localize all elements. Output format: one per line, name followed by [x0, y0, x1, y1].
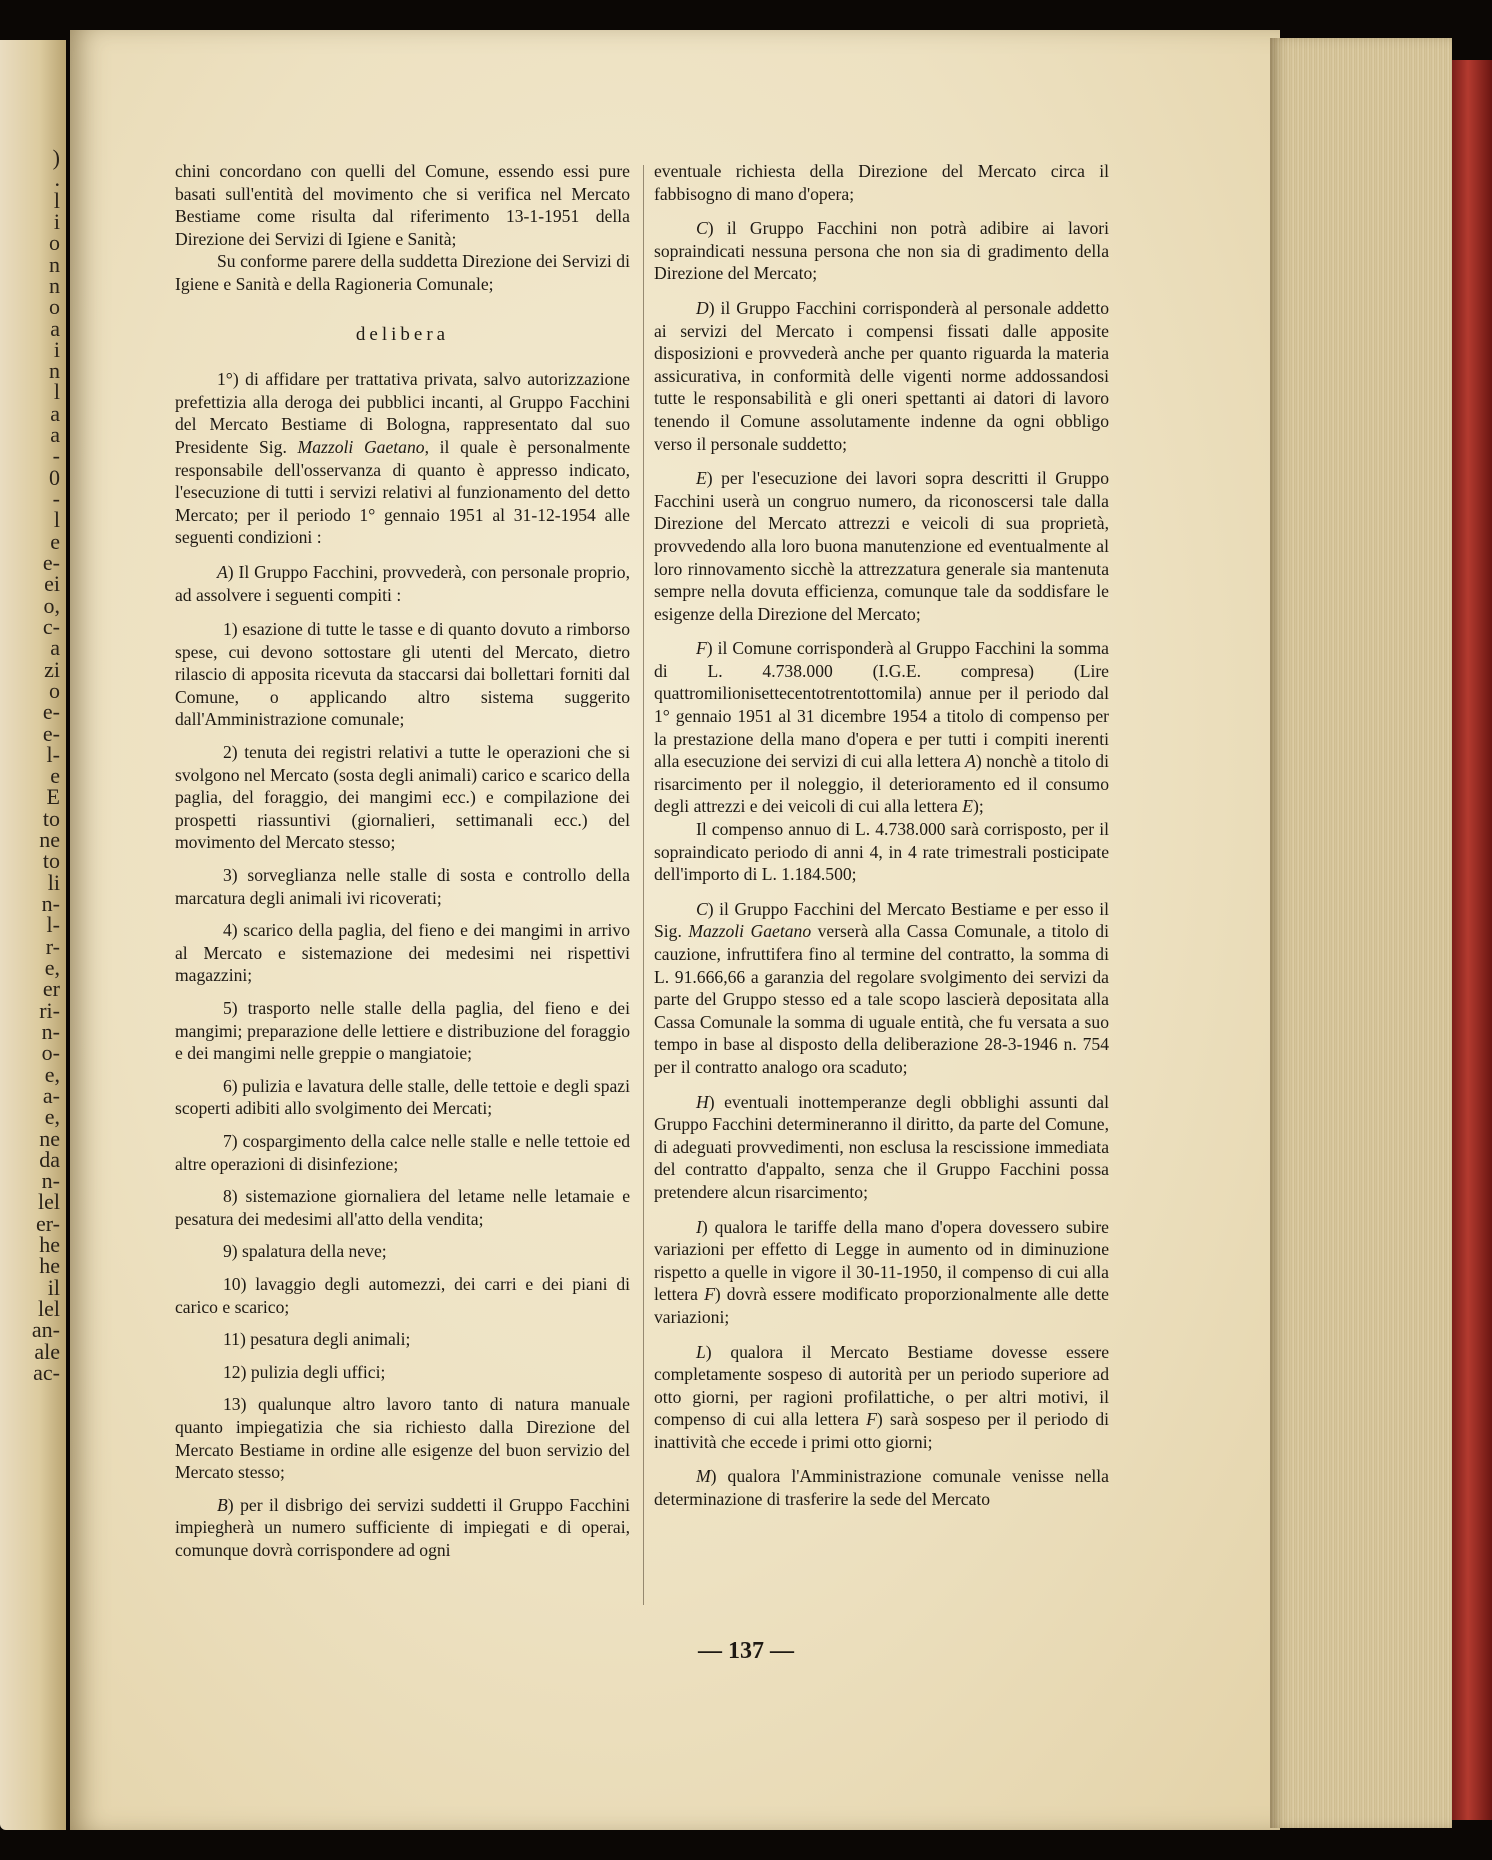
facing-page-fragment: li: [47, 869, 60, 895]
facing-page-fragment: lel: [38, 1296, 60, 1322]
person-name: Mazzoli Gaetano: [297, 436, 425, 457]
facing-page-fragment: e-: [42, 720, 60, 746]
facing-page-fragment: er-: [36, 1210, 60, 1236]
facing-page-fragment: l-: [46, 741, 60, 767]
paragraph-a: A) Il Gruppo Facchini, provvederà, con personale proprio, ad assolvere i seguenti compiti :: [175, 561, 630, 605]
facing-page-fragment: E: [46, 784, 60, 810]
list-item: 8) sistemazione giornaliera del letame nelle letamaie e pesatura dei medesimi all'atto della vendita;: [175, 1186, 630, 1229]
paragraph: 1°) di affidare per trattativa privata, salvo autorizzazione prefettizia alla deroga dei pubblici incanti, al Gruppo Facchini del Mercato Bestiame di Bologna, rappresentato dal suo Presidente Sig. Mazzoli Gaetano, il quale è personalmente responsabile dell'osservanza di quanto è appresso indicato, l'esecuzione di tutti i servizi relativi al funzionamento del detto Mercato; per il periodo 1° gennaio 1951 al 31-12-1954 alle seguenti condizioni :: [175, 369, 630, 548]
paragraph: Su conforme parere della suddetta Direzione dei Servizi di Igiene e Sanità e della Ragioneria Comunale;: [175, 251, 630, 294]
facing-page-fragment: ei: [44, 571, 60, 597]
facing-page-fragment: ne: [39, 1125, 60, 1151]
facing-page-fragment: n-: [41, 1168, 60, 1194]
facing-page-fragment: a-: [42, 1082, 60, 1108]
facing-page-fragment: n-: [41, 1018, 60, 1044]
facing-page-fragment: il: [47, 1274, 60, 1300]
paragraph-d: D) il Gruppo Facchini corrisponderà al personale addetto ai servizi del Mercato i compensi fissati dalle apposite disposizioni e provvederà anche per quanto riguarda la materia assicurativa, in conformità delle vigenti norme addossandosi tutte le responsabilità e gli oneri spettanti ai datori di lavoro tenendo il Comune assolutamente indenne da ogni obbligo verso il personale suddetto;: [654, 297, 1109, 454]
left-text-column: [175, 160, 630, 1573]
facing-page-fragment: -: [52, 486, 60, 512]
page-block-edges: [1270, 38, 1452, 1828]
paragraph-c: C) il Gruppo Facchini non potrà adibire ai lavori sopraindicati nessuna persona che non sia di gradimento della Direzione del Mercato;: [654, 218, 1109, 284]
facing-page-fragment: he: [39, 1232, 60, 1258]
paragraph-e: E) per l'esecuzione dei lavori sopra descritti il Gruppo Facchini userà un congruo numero, da riconoscersi tale dalla Direzione del Mercato attrezzi e veicoli di sua proprietà, provvedendo alla loro buona manutenzione ed eventualmente al loro rinnovamento sicchè la attrezzatura generale sia mantenuta sempre nella dovuta efficienza, comunque tale da soddisfare le esigenze della Direzione del Mercato;: [654, 468, 1109, 624]
list-item: 9) spalatura della neve;: [223, 1241, 387, 1262]
list-item: 11) pesatura degli animali;: [223, 1329, 411, 1350]
facing-page-fragment: e,: [44, 1061, 60, 1087]
paragraph: Il compenso annuo di L. 4.738.000 sarà corrisposto, per il sopraindicato periodo di anni 4, in 4 rate trimestrali posticipate dell'importo di L. 1.184.500;: [654, 819, 1109, 885]
facing-page-fragment: e: [50, 528, 60, 554]
facing-page-fragment: lel: [38, 1189, 60, 1215]
facing-page-fragment: n-: [41, 891, 60, 917]
facing-page-edge: [0, 40, 66, 1830]
paragraph-m: M) qualora l'Amministrazione comunale venisse nella determinazione di trasferire la sede del Mercato: [654, 1466, 1109, 1510]
facing-page-fragment: i: [53, 208, 60, 234]
list-item: 10) lavaggio degli automezzi, dei carri e dei piani di carico e scarico;: [175, 1273, 630, 1317]
facing-page-fragment: .: [54, 166, 60, 192]
facing-page-fragment: an-: [31, 1317, 60, 1343]
facing-page-fragment: zi: [44, 656, 60, 682]
list-item: 2) tenuta dei registri relativi a tutte le operazioni che si svolgono nel Mercato (sosta degli animali) carico e scarico della paglia, del foraggio, dei mangimi ecc.) e compilazione dei prospetti riassuntivi (giornalieri, settimanali ecc.) del movimento del Mercato stesso;: [175, 742, 630, 853]
facing-page-fragment: o: [49, 294, 60, 320]
facing-page-fragment: l: [53, 379, 60, 405]
facing-page-fragment: a: [50, 315, 60, 341]
list-item: 7) cospargimento della calce nelle stalle e nelle tettoie ed altre operazioni di disinfezione;: [175, 1130, 630, 1174]
facing-page-fragment: e,: [44, 1104, 60, 1130]
facing-page-fragment: 0: [49, 464, 60, 490]
person-name: Mazzoli Gaetano: [688, 921, 812, 942]
facing-page-fragment: l: [53, 507, 60, 533]
paragraph-g: C) il Gruppo Facchini del Mercato Bestiame e per esso il Sig. Mazzoli Gaetano verserà alla Cassa Comunale, a titolo di cauzione, infruttifera fino al termine del contratto, la somma di L. 91.666,66 a garanzia del regolare svolgimento dei servizi da parte del Gruppo stesso ed a tale scopo lascierà depositata alla Cassa Comunale la somma di uguale entità, che fu versata a suo tempo in base al disposto della deliberazione 28-3-1946 n. 754 per il contratto analogo ora scaduto;: [654, 898, 1109, 1077]
list-item: 1) esazione di tutte le tasse e di quanto dovuto a rimborso spese, cui devono sottostare gli utenti del Mercato, dietro rilascio di apposita ricevuta da staccarsi dai bollettari forniti dal Comune, o applicando altro sistema suggerito dall'Amministrazione comunale;: [175, 619, 630, 730]
facing-page-fragment: r-: [45, 933, 60, 959]
page-number: — 137 —: [698, 1638, 794, 1664]
facing-page-fragment: ac-: [33, 1360, 60, 1385]
facing-page-fragment: to: [42, 848, 60, 874]
paragraph: chini concordano con quelli del Comune, essendo essi pure basati sull'entità del movimento che si verifica nel Mercato Bestiame come risulta dal riferimento 13-1-1951 della Direzione dei Servizi di Igiene e Sanità;: [175, 161, 630, 249]
facing-page-fragment: o: [49, 677, 60, 703]
paragraph: eventuale richiesta della Direzione del Mercato circa il fabbisogno di mano d'opera;: [654, 161, 1109, 204]
facing-page-fragment: o: [49, 230, 60, 256]
facing-page-fragment: c-: [42, 613, 60, 639]
facing-page-fragment: o,: [43, 592, 60, 618]
paragraph-h: H) eventuali inottemperanze degli obblighi assunti dal Gruppo Facchini determineranno il diritto, da parte del Comune, di adeguati provvedimenti, non esclusa la rescissione immediata del contratto d'appalto, senza che il Gruppo Facchini possa pretendere alcun risarcimento;: [654, 1091, 1109, 1202]
facing-page-fragment: n: [49, 358, 60, 384]
paragraph-b: B) per il disbrigo dei servizi suddetti il Gruppo Facchini impiegherà un numero sufficiente di impiegati e di operai, comunque dovrà corrispondere ad ogni: [175, 1494, 630, 1560]
facing-page-fragment: n: [49, 251, 60, 277]
list-item: 13) qualunque altro lavoro tanto di natura manuale quanto impiegatizia che sia richiesto dalla Direzione del Mercato Bestiame in ordine alle esigenze del buon servizio del Mercato stesso;: [175, 1394, 630, 1483]
list-item: 5) trasporto nelle stalle della paglia, del fieno e dei mangimi; preparazione delle lettiere e distribuzione del foraggio e dei mangimi nelle greppie o mangiatoie;: [175, 998, 630, 1064]
list-item: 6) pulizia e lavatura delle stalle, delle tettoie e degli spazi scoperti adibiti allo svolgimento dei Mercati;: [175, 1075, 630, 1119]
facing-page-fragment: e-: [42, 699, 60, 725]
facing-page-fragment: a: [50, 400, 60, 426]
facing-page-fragment: e: [50, 763, 60, 789]
facing-page-fragment: a: [50, 635, 60, 661]
paragraph-f: F) il Comune corrisponderà al Gruppo Facchini la somma di L. 4.738.000 (I.G.E. compresa) (Lire quattromilionisettecentotrentottomila) annue per il periodo dal 1° gennaio 1951 al 31 dicembre 1954 a titolo di compenso per la prestazione della mano d'opera e per tutti i compiti inerenti alla esecuzione dei servizi di cui alla lettera A) nonchè a titolo di risarcimento per il noleggio, il deterioramento ed il consumo degli attrezzi e dei veicoli di cui alla lettera E);: [654, 638, 1109, 817]
paragraph-i: I) qualora le tariffe della mano d'opera dovessero subire variazioni per effetto di Legge in aumento od in diminuzione rispetto a quelle in vigore il 30-11-1950, il compenso di cui alla lettera F) dovrà essere modificato proporzionalmente alle dette variazioni;: [654, 1216, 1109, 1327]
facing-page-fragment: to: [42, 805, 60, 831]
book-cover-edge: [1452, 60, 1492, 1820]
facing-page-fragment: i: [53, 336, 60, 362]
facing-page-fragment: e-: [42, 550, 60, 575]
facing-page-fragment: ne: [39, 827, 60, 853]
paragraph-l: L) qualora il Mercato Bestiame dovesse essere completamente sospeso di autorità per un periodo superiore ad otto giorni, per ragioni profilattiche, o per altri motivi, il compenso di cui alla lettera F) sarà sospeso per il periodo di inattività che eccede i primi otto giorni;: [654, 1341, 1110, 1452]
right-text-column: [654, 160, 1109, 1523]
list-item: 4) scarico della paglia, del fieno e dei mangimi in arrivo al Mercato e sistemazione dei medesimi nei rispettivi magazzini;: [175, 920, 630, 986]
facing-page-fragment: -: [52, 443, 60, 469]
column-divider: [643, 165, 644, 1605]
facing-page-fragment: ri-: [39, 997, 60, 1023]
facing-page-fragment: a: [50, 422, 60, 448]
facing-page-fragment: l: [53, 187, 60, 213]
list-item: 3) sorveglianza nelle stalle di sosta e controllo della marcatura degli animali ivi ricoverati;: [175, 865, 630, 908]
facing-page-fragment: o-: [41, 1040, 60, 1066]
facing-page-fragment: er: [42, 976, 60, 1002]
facing-page-fragment: ale: [34, 1338, 60, 1364]
list-item: 12) pulizia degli uffici;: [223, 1361, 386, 1382]
facing-page-fragment: ): [52, 145, 60, 170]
facing-page-fragment: e,: [44, 955, 60, 980]
section-heading: delibera: [355, 323, 450, 345]
facing-page-fragment: l-: [46, 912, 60, 938]
facing-page-fragment: he: [39, 1253, 60, 1279]
facing-page-fragment: n: [49, 272, 60, 298]
facing-page-fragment: da: [39, 1146, 60, 1172]
